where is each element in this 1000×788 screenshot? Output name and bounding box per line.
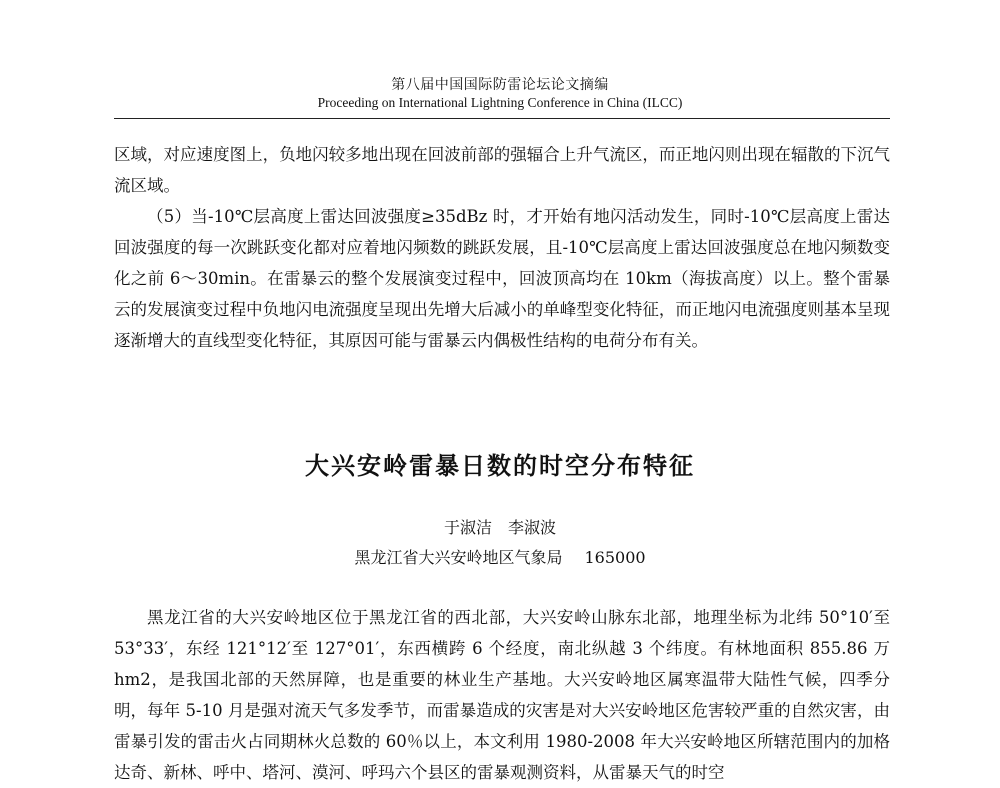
previous-paragraph-5: （5）当-10℃层高度上雷达回波强度≥35dBz 时，才开始有地闪活动发生，同时-10℃层高度上雷达回波强度的每一次跳跃变化都对应着地闪频数的跳跃发展，且-10℃层高度上雷达回波强度总在地闪频数变化之前 6～30min。在雷暴云的整个发展演变过程中，回波顶高均在 10km（海拔高度）以上。整个雷暴云的发展演变过程中负地闪电流强度呈现出先增大后减小的单峰型变化特征，而正地闪电流强度则基本呈现逐渐增大的直线型变化特征，其原因可能与雷暴云内偶极性结构的电荷分布有关。 — [114, 207, 890, 350]
header-rule — [114, 118, 890, 119]
paper-affiliation-line — [0, 545, 1000, 568]
paper-affiliation: 黑龙江省大兴安岭地区气象局 — [354, 548, 563, 567]
paper-abstract: 黑龙江省的大兴安岭地区位于黑龙江省的西北部，大兴安岭山脉东北部，地理坐标为北纬 50°10′至 53°33′，东经 121°12′至 127°01′，东西横跨 6 个经度，南北纵越 3 个纬度。有林地面积 855.86 万 hm2，是我国北部的天然屏障，也是重要的林业生产基地。大兴安岭地区属寒温带大陆性气候，四季分明，每年 5-10 月是强对流天气多发季节，而雷暴造成的灾害是对大兴安岭地区危害较严重的自然灾害，由雷暴引发的雷击火占同期林火总数的 60％以上，本文利用 1980-2008 年大兴安岭地区所辖范围内的加格达奇、新林、呼中、塔河、漠河、呼玛六个县区的雷暴观测资料，从雷暴天气的时空 — [114, 608, 890, 782]
paper-title: 大兴安岭雷暴日数的时空分布特征 — [305, 452, 695, 480]
running-header-cn: 第八届中国国际防雷论坛论文摘编 — [391, 77, 609, 93]
paper-postcode: 165000 — [584, 548, 646, 567]
running-header-en: Proceeding on International Lightning Conference in China (ILCC) — [317, 95, 683, 110]
previous-paragraph-continuation: 区域，对应速度图上，负地闪较多地出现在回波前部的强辐合上升气流区，而正地闪则出现在辐散的下沉气流区域。 — [114, 145, 890, 195]
paper-authors: 于淑洁 李淑波 — [443, 518, 556, 537]
